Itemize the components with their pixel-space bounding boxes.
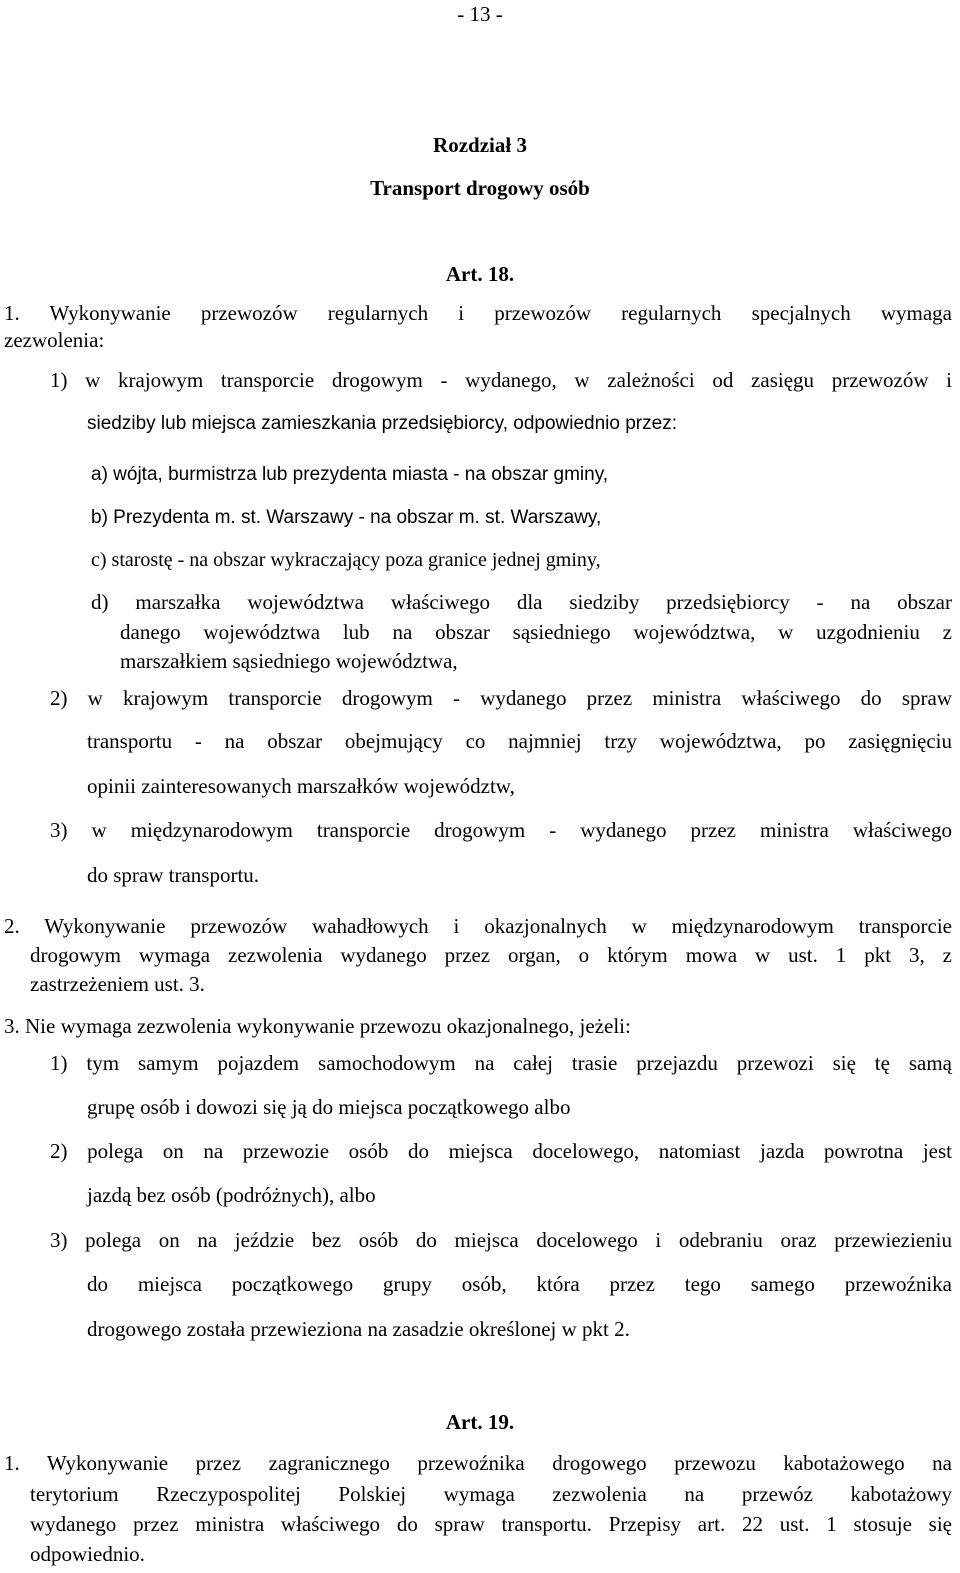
art18-p2-line1: 2. Wykonywanie przewozów wahadłowych i okazjonalnych w międzynarodowym transporcie [4,914,952,938]
art18-p1-line1: 1. Wykonywanie przewozów regularnych i przewozów regularnych specjalnych wymaga [4,301,952,325]
art18-p3-item1-line2: grupę osób i dowozi się ją do miejsca początkowego albo [87,1095,571,1119]
art18-p1-line2: zezwolenia: [4,328,105,352]
art18-p1-item2-line3: opinii zainteresowanych marszałków województw, [87,774,515,798]
art18-p1-item1-line2: siedziby lub miejsca zamieszkania przedsiębiorcy, odpowiednio przez: [87,413,677,434]
art18-p3-item2-line2: jazdą bez osób (podróżnych), albo [87,1183,376,1207]
chapter-number: Rozdział 3 [433,133,527,157]
art18-p1-item1-a: a) wójta, burmistrza lub prezydenta miasta - na obszar gminy, [91,464,609,485]
art18-p1-item3-line1: 3) w międzynarodowym transporcie drogowym - wydanego przez ministra właściwego [50,818,952,842]
article-19-heading: Art. 19. [445,1410,515,1434]
art18-p1-item2-line1: 2) w krajowym transporcie drogowym - wydanego przez ministra właściwego do spraw [50,686,952,710]
article-18-heading: Art. 18. [445,262,515,286]
art19-p1-line4: odpowiednio. [30,1542,145,1566]
art18-p1-item3-line2: do spraw transportu. [87,863,260,887]
art18-p2-line2: drogowym wymaga zezwolenia wydanego przez organ, o którym mowa w ust. 1 pkt 3, z [30,943,952,967]
art18-p1-item1-d-line2: danego województwa lub na obszar sąsiedniego województwa, w uzgodnieniu z [120,620,952,644]
art18-p1-item1-c: c) starostę - na obszar wykraczający poza granice jednej gminy, [91,549,601,571]
art18-p2-line3: zastrzeżeniem ust. 3. [30,972,205,996]
art18-p1-item1-d-line3: marszałkiem sąsiedniego województwa, [120,649,458,673]
art18-p1-item1-b: b) Prezydenta m. st. Warszawy - na obszar m. st. Warszawy, [91,507,602,528]
art18-p3-item1-line1: 1) tym samym pojazdem samochodowym na całej trasie przejazdu przewozi się tę samą [50,1051,952,1075]
art19-p1-line3: wydanego przez ministra właściwego do spraw transportu. Przepisy art. 22 ust. 1 stosuje się [30,1512,952,1536]
art19-p1-line1: 1. Wykonywanie przez zagranicznego przewoźnika drogowego przewozu kabotażowego na [4,1451,952,1475]
chapter-title: Transport drogowy osób [370,176,590,200]
art18-p3-item3-line1: 3) polega on na jeździe bez osób do miejsca docelowego i odebraniu oraz przewiezieniu [50,1228,952,1252]
art18-p1-item1-line1: 1) w krajowym transporcie drogowym - wydanego, w zależności od zasięgu przewozów i [50,368,952,392]
art19-p1-line2: terytorium Rzeczypospolitej Polskiej wymaga zezwolenia na przewóz kabotażowy [30,1482,952,1506]
art18-p3-item3-line2: do miejsca początkowego grupy osób, która przez tego samego przewoźnika [87,1272,952,1296]
page-number: - 13 - [457,2,503,26]
art18-p3-item2-line1: 2) polega on na przewozie osób do miejsca docelowego, natomiast jazda powrotna jest [50,1139,952,1163]
art18-p3-line1: 3. Nie wymaga zezwolenia wykonywanie przewozu okazjonalnego, jeżeli: [4,1014,631,1038]
art18-p1-item1-d-line1: d) marszałka województwa właściwego dla siedziby przedsiębiorcy - na obszar [91,590,952,614]
art18-p1-item2-line2: transportu - na obszar obejmujący co najmniej trzy województwa, po zasięgnięciu [87,729,952,753]
art18-p3-item3-line3: drogowego została przewieziona na zasadzie określonej w pkt 2. [87,1317,630,1341]
